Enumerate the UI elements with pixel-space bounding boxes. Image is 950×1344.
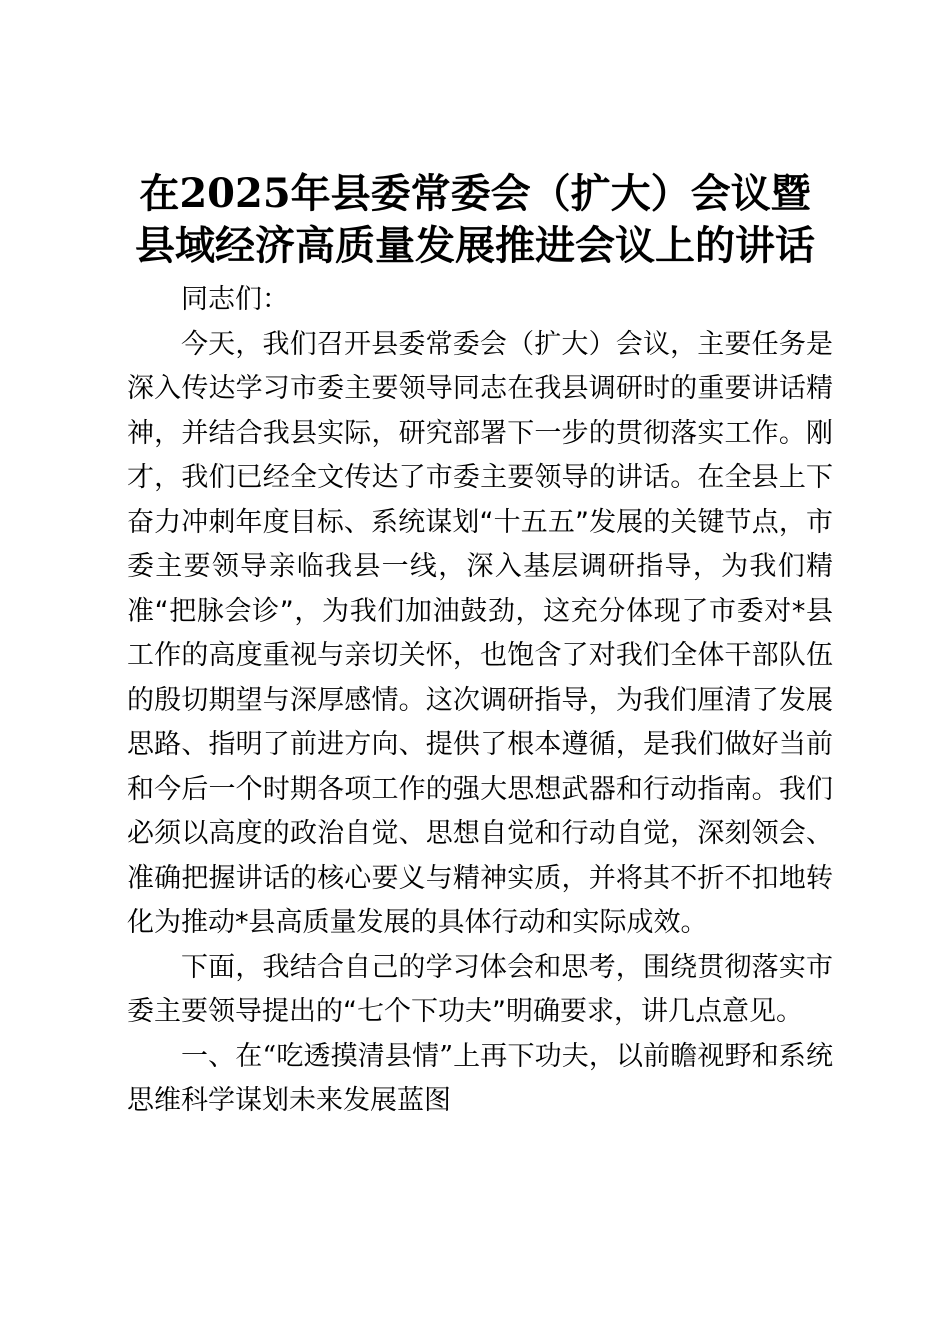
document-body xyxy=(127,278,833,1124)
paragraph-intro: 今天，我们召开县委常委会（扩大）会议，主要任务是深入传达学习市委主要领导同志在我县调研时的重要讲话精神，并结合我县实际，研究部署下一步的贯彻落实工作。刚才，我们已经全文传达了市委主要领导的讲话。在全县上下奋力冲刺年度目标、系统谋划“十五五”发展的关键节点，市委主要领导亲临我县一线，深入基层调研指导，为我们精准“把脉会诊”，为我们加油鼓劲，这充分体现了市委对*县工作的高度重视与亲切关怀，也饱含了对我们全体干部队伍的殷切期望与深厚感情。这次调研指导，为我们厘清了发展思路、指明了前进方向、提供了根本遵循，是我们做好当前和今后一个时期各项工作的强大思想武器和行动指南。我们必须以高度的政治自觉、思想自觉和行动自觉，深刻领会、准确把握讲话的核心要义与精神实质，并将其不折不扣地转化为推动*县高质量发展的具体行动和实际成效。 xyxy=(127,328,833,938)
title-line-1: 在2025年县委常委会（扩大）会议暨 xyxy=(139,170,811,217)
title-line-2: 县域经济高质量发展推进会议上的讲话 xyxy=(135,222,815,269)
document-title xyxy=(110,168,840,272)
greeting: 同志们： xyxy=(181,284,289,315)
paragraph-outline: 下面，我结合自己的学习体会和思考，围绕贯彻落实市委主要领导提出的“七个下功夫”明确要求，讲几点意见。 xyxy=(127,951,833,1027)
section-heading-1: 一、在“吃透摸清县情”上再下功夫，以前瞻视野和系统思维科学谋划未来发展蓝图 xyxy=(127,1040,833,1116)
